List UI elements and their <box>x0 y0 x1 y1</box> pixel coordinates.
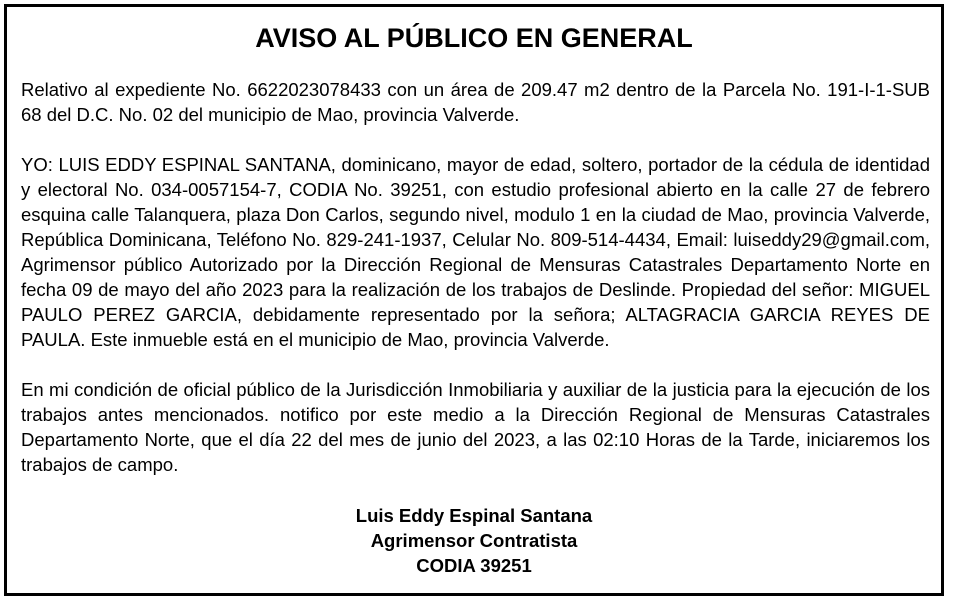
paragraph-work-notification: En mi condición de oficial público de la Jurisdicción Inmobiliaria y auxiliar de la justicia para la ejecución de los trabajos antes mencionados. notifico por este medio a la Dirección Regional de Mensuras Catastrales Departamento Norte, que el día 22 del mes de junio del 2023, a las 02:10 Horas de la Tarde, iniciaremos los trabajos de campo. <box>21 379 930 475</box>
signature-name: Luis Eddy Espinal Santana <box>355 505 593 526</box>
signature-role: Agrimensor Contratista <box>370 530 578 551</box>
public-notice <box>4 4 944 596</box>
notice-title: AVISO AL PÚBLICO EN GENERAL <box>255 23 693 53</box>
signature-block <box>7 503 941 578</box>
paragraph-file-reference: Relativo al expediente No. 6622023078433 con un área de 209.47 m2 dentro de la Parcela No. 191-I-1-SUB 68 del D.C. No. 02 del municipio de Mao, provincia Valverde. <box>21 79 930 125</box>
signature-codia: CODIA 39251 <box>416 555 532 576</box>
paragraph-surveyor-statement: YO: LUIS EDDY ESPINAL SANTANA, dominicano, mayor de edad, soltero, portador de la cédula de identidad y electoral No. 034-0057154-7, CODIA No. 39251, con estudio profesional abierto en la calle 27 de febrero esquina calle Talanquera, plaza Don Carlos, segundo nivel, modulo 1 en la ciudad de Mao, provincia Valverde, República Dominicana, Teléfono No. 829-241-1937, Celular No. 809-514-4434, Email: luiseddy29@gmail.com, Agrimensor público Autorizado por la Dirección Regional de Mensuras Catastrales Departamento Norte en fecha 09 de mayo del año 2023 para la realización de los trabajos de Deslinde. Propiedad del señor: MIGUEL PAULO PEREZ GARCIA, debidamente representado por la señora; ALTAGRACIA GARCIA REYES DE PAULA. Este inmueble está en el municipio de Mao, provincia Valverde. <box>21 154 930 350</box>
